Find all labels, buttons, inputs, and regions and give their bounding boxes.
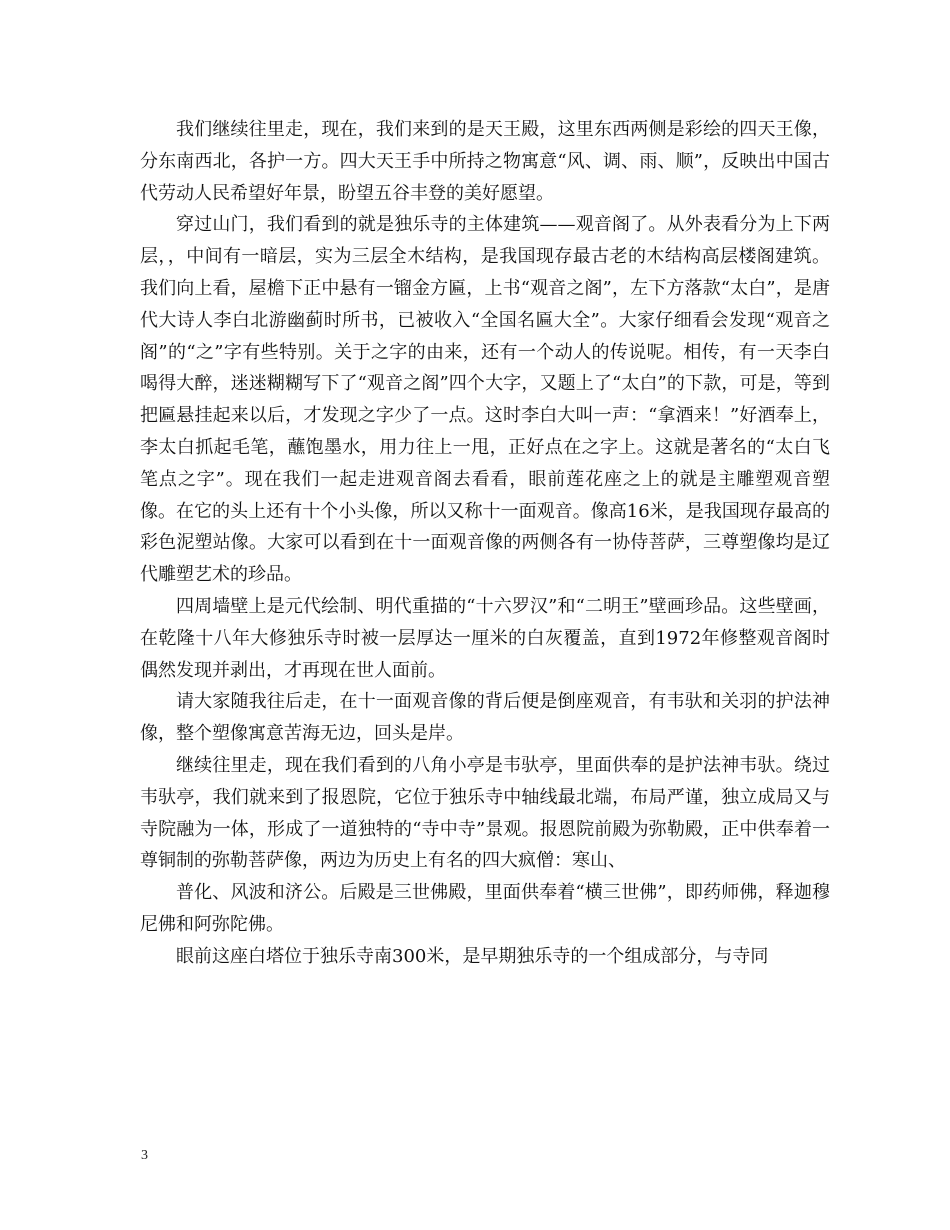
body-text <box>140 114 830 973</box>
paragraph-tianwang-hall: 我们继续往里走，现在，我们来到的是天王殿，这里东西两侧是彩绘的四天王像，分东南西北，各护一方。四大天王手中所持之物寓意“风、调、雨、顺”，反映出中国古代劳动人民希望好年景，盼望五谷丰登的美好愿望。 <box>140 119 830 204</box>
paragraph-murals: 四周墙壁上是元代绘制、明代重描的“十六罗汉”和“二明王”壁画珍品。这些壁画，在乾隆十八年大修独乐寺时被一层厚达一厘米的白灰覆盖，直到1972年修整观音阁时偶然发现并剥出，才再现在世人面前。 <box>140 595 830 681</box>
paragraph-white-pagoda: 眼前这座白塔位于独乐寺南300米，是早期独乐寺的一个组成部分，与寺同 <box>176 945 769 967</box>
page-number: 3 <box>141 1148 148 1163</box>
paragraph-weituo-pavilion: 继续往里走，现在我们看到的八角小亭是韦驮亭，里面供奉的是护法神韦驮。绕过韦驮亭，我们就来到了报恩院，它位于独乐寺中轴线最北端，布局严谨，独立成局又与寺院融为一体，形成了一道独特的“寺中寺”景观。报恩院前殿为弥勒殿，正中供奉着一尊铜制的弥勒菩萨像，两边为历史上有名的四大疯僧：寒山、 <box>140 754 830 872</box>
paragraph-guanyin-pavilion: 穿过山门，我们看到的就是独乐寺的主体建筑——观音阁了。从外表看分为上下两层，，中间有一暗层，实为三层全木结构，是我国现存最古老的木结构高层楼阁建筑。我们向上看，屋檐下正中悬有一镏金方匾，上书“观音之阁”，左下方落款“太白”，是唐代大诗人李白北游幽蓟时所书，已被收入“全国名匾大全”。大家仔细看会发现“观音之阁”的“之”字有些特别。关于之字的由来，还有一个动人的传说呢。相传，有一天李白喝得大醉，迷迷糊糊写下了“观音之阁”四个大字，又题上了“太白”的下款，可是，等到把匾悬挂起来以后，才发现之字少了一点。这时李白大叫一声：“拿酒来！”好酒奉上，李太白抓起毛笔，蘸饱墨水，用力往上一甩，正好点在之字上。这就是著名的“太白飞笔点之字”。现在我们一起走进观音阁去看看，眼前莲花座之上的就是主雕塑观音塑像。在它的头上还有十个小头像，所以又称十一面观音。像高16米，是我国现存最高的彩色泥塑站像。大家可以看到在十一面观音像的两侧各有一协侍菩萨，三尊塑像均是辽代雕塑艺术的珍品。 <box>140 214 830 586</box>
paragraph-three-buddhas: 普化、风波和济公。后殿是三世佛殿，里面供奉着“横三世佛”，即药师佛，释迦穆尼佛和阿弥陀佛。 <box>140 882 830 935</box>
paragraph-reverse-guanyin: 请大家随我往后走，在十一面观音像的背后便是倒座观音，有韦驮和关羽的护法神像，整个塑像寓意苦海无边，回头是岸。 <box>140 691 830 745</box>
